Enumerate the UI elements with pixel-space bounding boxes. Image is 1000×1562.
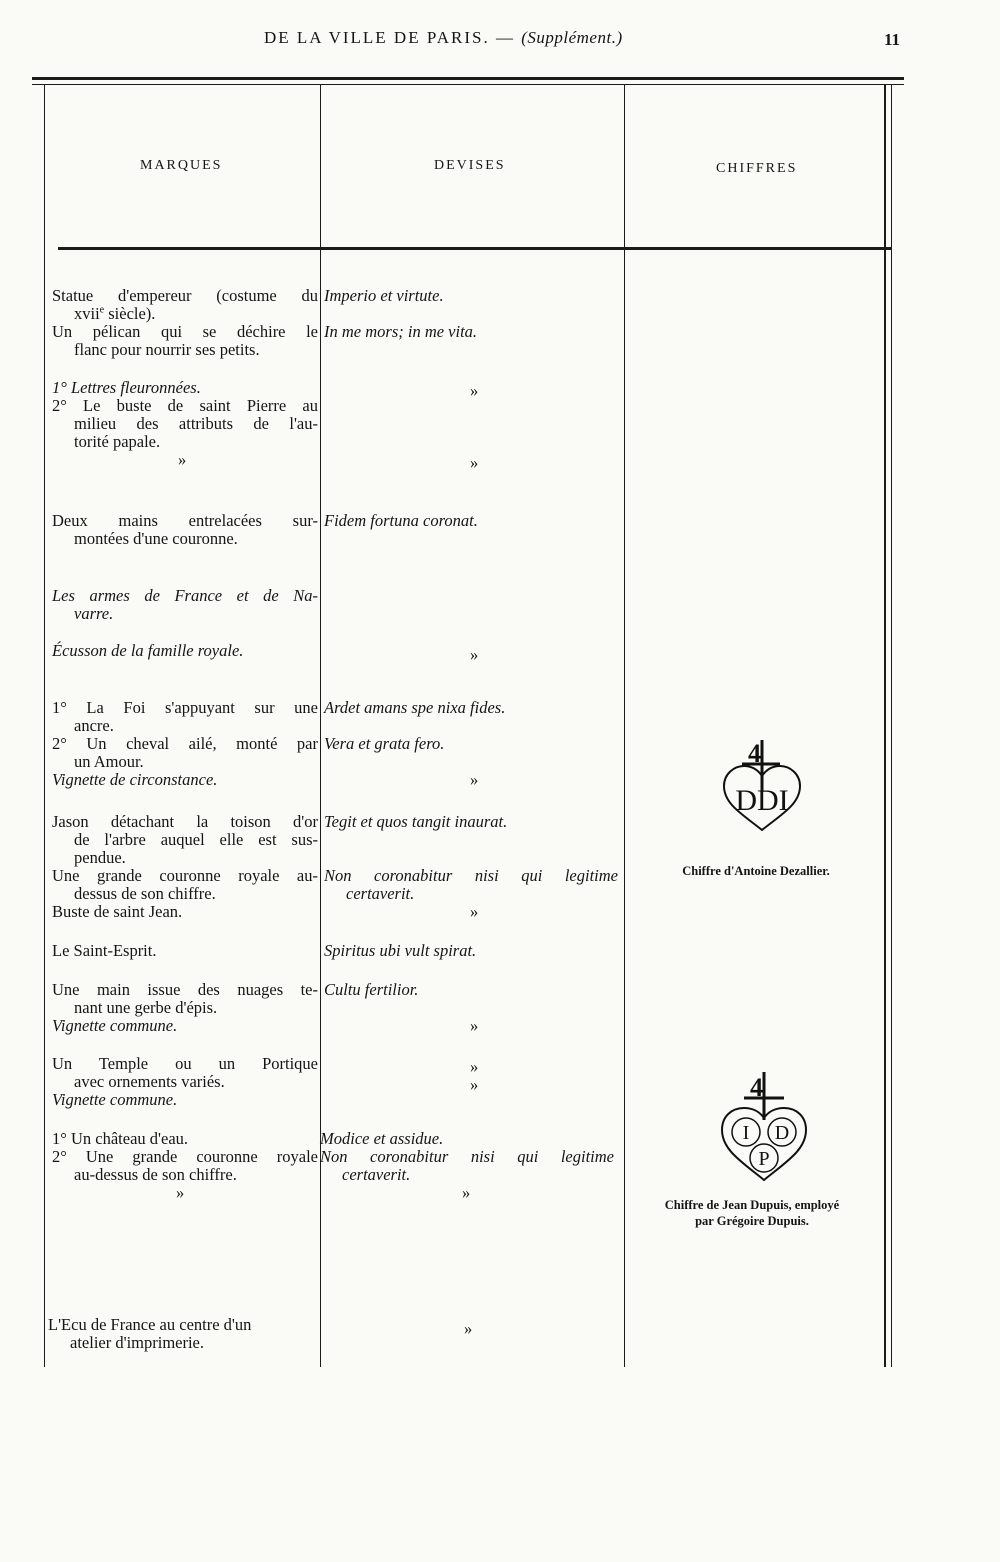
text-line: dessus de son chiffre. <box>74 884 216 903</box>
monogram-letter-i: I <box>742 1122 750 1144</box>
text-line: ancre. <box>74 716 114 735</box>
caption-dezallier: Chiffre d'Antoine Dezallier. <box>682 864 830 878</box>
monogram-four: 4 <box>748 739 761 768</box>
marque-row-7 <box>52 813 318 921</box>
devise-row-1 <box>324 287 618 341</box>
marque-row-1 <box>52 287 318 359</box>
devise-line: Non coronabitur nisi qui legitime <box>324 866 618 885</box>
marque-row-8 <box>52 942 318 960</box>
text-line: » <box>178 450 187 469</box>
devise-row-12 <box>324 1320 618 1338</box>
devise-row-10 <box>324 1058 618 1094</box>
devise-line: Vera et grata fero. <box>324 734 445 753</box>
devise-line: Ardet amans spe nixa fides. <box>324 698 506 717</box>
top-rule <box>32 77 904 80</box>
text-line: au-dessus de son chiffre. <box>74 1165 237 1184</box>
text-line: milieu des attributs de l'au- <box>74 414 318 433</box>
devise-line: » <box>470 453 479 472</box>
devise-row-9 <box>324 981 618 1035</box>
devise-line: certaverit. <box>342 1165 411 1184</box>
text-line: Une main issue des nuages te- <box>52 980 318 999</box>
text-line: pendue. <box>74 848 126 867</box>
col-rule-left <box>44 85 45 1367</box>
running-title-supplement: (Supplément.) <box>521 28 623 47</box>
top-rule-thin <box>32 84 904 85</box>
page-number: 11 <box>884 30 901 49</box>
text-line: torité papale. <box>74 432 161 451</box>
devise-line: » <box>470 902 479 921</box>
marque-row-10 <box>52 1055 318 1109</box>
text-line: atelier d'imprimerie. <box>70 1333 204 1352</box>
devise-line: certaverit. <box>346 884 415 903</box>
marque-row-5 <box>52 642 318 660</box>
running-title <box>264 28 623 48</box>
text-line: 2° Une grande couronne royale <box>52 1147 318 1166</box>
devise-line: » <box>464 1319 473 1338</box>
devise-line: » <box>470 770 479 789</box>
marque-row-12 <box>48 1316 314 1352</box>
text-line: nant une gerbe d'épis. <box>74 998 218 1017</box>
text-line: 1° Lettres fleuronnées. <box>52 378 201 397</box>
text-line: 1° La Foi s'appuyant sur une <box>52 698 318 717</box>
devise-row-5 <box>324 646 618 664</box>
text-line: Le Saint-Esprit. <box>52 941 157 960</box>
col-rule-2 <box>624 85 625 1367</box>
text-line: varre. <box>74 604 114 623</box>
text-line: Écusson de la famille royale. <box>52 641 244 660</box>
devise-row-11 <box>320 1130 614 1202</box>
text-line: Vignette commune. <box>52 1016 178 1035</box>
devise-line: » <box>462 1183 471 1202</box>
marque-row-4 <box>52 587 318 623</box>
devise-line: » <box>470 381 479 400</box>
column-header-marques: MARQUES <box>140 158 223 173</box>
text-line: xvii$^e$ siècle). <box>74 304 156 323</box>
monogram-four: 4 <box>750 1073 763 1102</box>
column-header-devises: DEVISES <box>434 158 506 173</box>
caption-dupuis-line-2: par Grégoire Dupuis. <box>695 1214 809 1228</box>
devise-line: Imperio et virtute. <box>324 286 444 305</box>
marque-row-2 <box>52 379 318 469</box>
running-title-text: DE LA VILLE DE PARIS. — <box>264 28 522 47</box>
devise-row-7 <box>324 813 618 921</box>
devise-line: » <box>470 1075 479 1094</box>
devise-row-3 <box>324 512 618 530</box>
devise-line: In me mors; in me vita. <box>324 322 478 341</box>
caption-dupuis-line-1: Chiffre de Jean Dupuis, employé <box>664 1198 840 1212</box>
devise-row-8 <box>324 942 618 960</box>
header-rule <box>58 247 892 250</box>
devise-line: Tegit et quos tangit inaurat. <box>324 812 508 831</box>
marque-row-6 <box>52 699 318 789</box>
text-line: Vignette commune. <box>52 1090 178 1109</box>
dupuis-monogram <box>712 1068 816 1186</box>
text-line: 2° Un cheval ailé, monté par <box>52 734 318 753</box>
devise-line: » <box>470 645 479 664</box>
text-line: 2° Le buste de saint Pierre au <box>52 396 318 415</box>
col-rule-right-outer <box>891 85 892 1367</box>
marque-row-9 <box>52 981 318 1035</box>
text-line: L'Ecu de France au centre d'un <box>48 1315 252 1334</box>
text-line: Un Temple ou un Portique <box>52 1054 318 1073</box>
text-line: avec ornements variés. <box>74 1072 225 1091</box>
monogram-letter-d: D <box>774 1122 790 1144</box>
devise-line: » <box>470 1016 479 1035</box>
devise-line: Fidem fortuna coronat. <box>324 511 478 530</box>
text-line: Buste de saint Jean. <box>52 902 183 921</box>
text-line: Un pélican qui se déchire le <box>52 322 318 341</box>
text-line: Deux mains entrelacées sur- <box>52 511 318 530</box>
devise-row-6 <box>324 699 618 789</box>
text-line: un Amour. <box>74 752 144 771</box>
text-line: de l'arbre auquel elle est sus- <box>74 830 318 849</box>
caption-dupuis <box>630 1197 874 1229</box>
column-header-chiffres: CHIFFRES <box>716 161 798 176</box>
dezallier-monogram <box>712 734 812 836</box>
text-line: Statue d'empereur (costume du <box>52 286 318 305</box>
devise-line: Modice et assidue. <box>320 1129 444 1148</box>
devise-line: Cultu fertilior. <box>324 980 419 999</box>
devise-line: Non coronabitur nisi qui legitime <box>320 1147 614 1166</box>
text-line: Les armes de France et de Na- <box>52 586 318 605</box>
text-line: Une grande couronne royale au- <box>52 866 318 885</box>
monogram-letters: DDI <box>735 784 789 817</box>
text-line: 1° Un château d'eau. <box>52 1129 189 1148</box>
devise-line: » <box>470 1057 479 1076</box>
text-line: flanc pour nourrir ses petits. <box>74 340 260 359</box>
col-rule-right <box>884 85 886 1367</box>
text-line: montées d'une couronne. <box>74 529 238 548</box>
text-line: » <box>176 1183 185 1202</box>
marque-row-3 <box>52 512 318 548</box>
monogram-letter-p: P <box>758 1148 770 1170</box>
text-line: Vignette de circonstance. <box>52 770 218 789</box>
marque-row-11 <box>52 1130 318 1202</box>
devise-line: Spiritus ubi vult spirat. <box>324 941 477 960</box>
devise-row-2 <box>324 382 618 472</box>
text-line: Jason détachant la toison d'or <box>52 812 318 831</box>
